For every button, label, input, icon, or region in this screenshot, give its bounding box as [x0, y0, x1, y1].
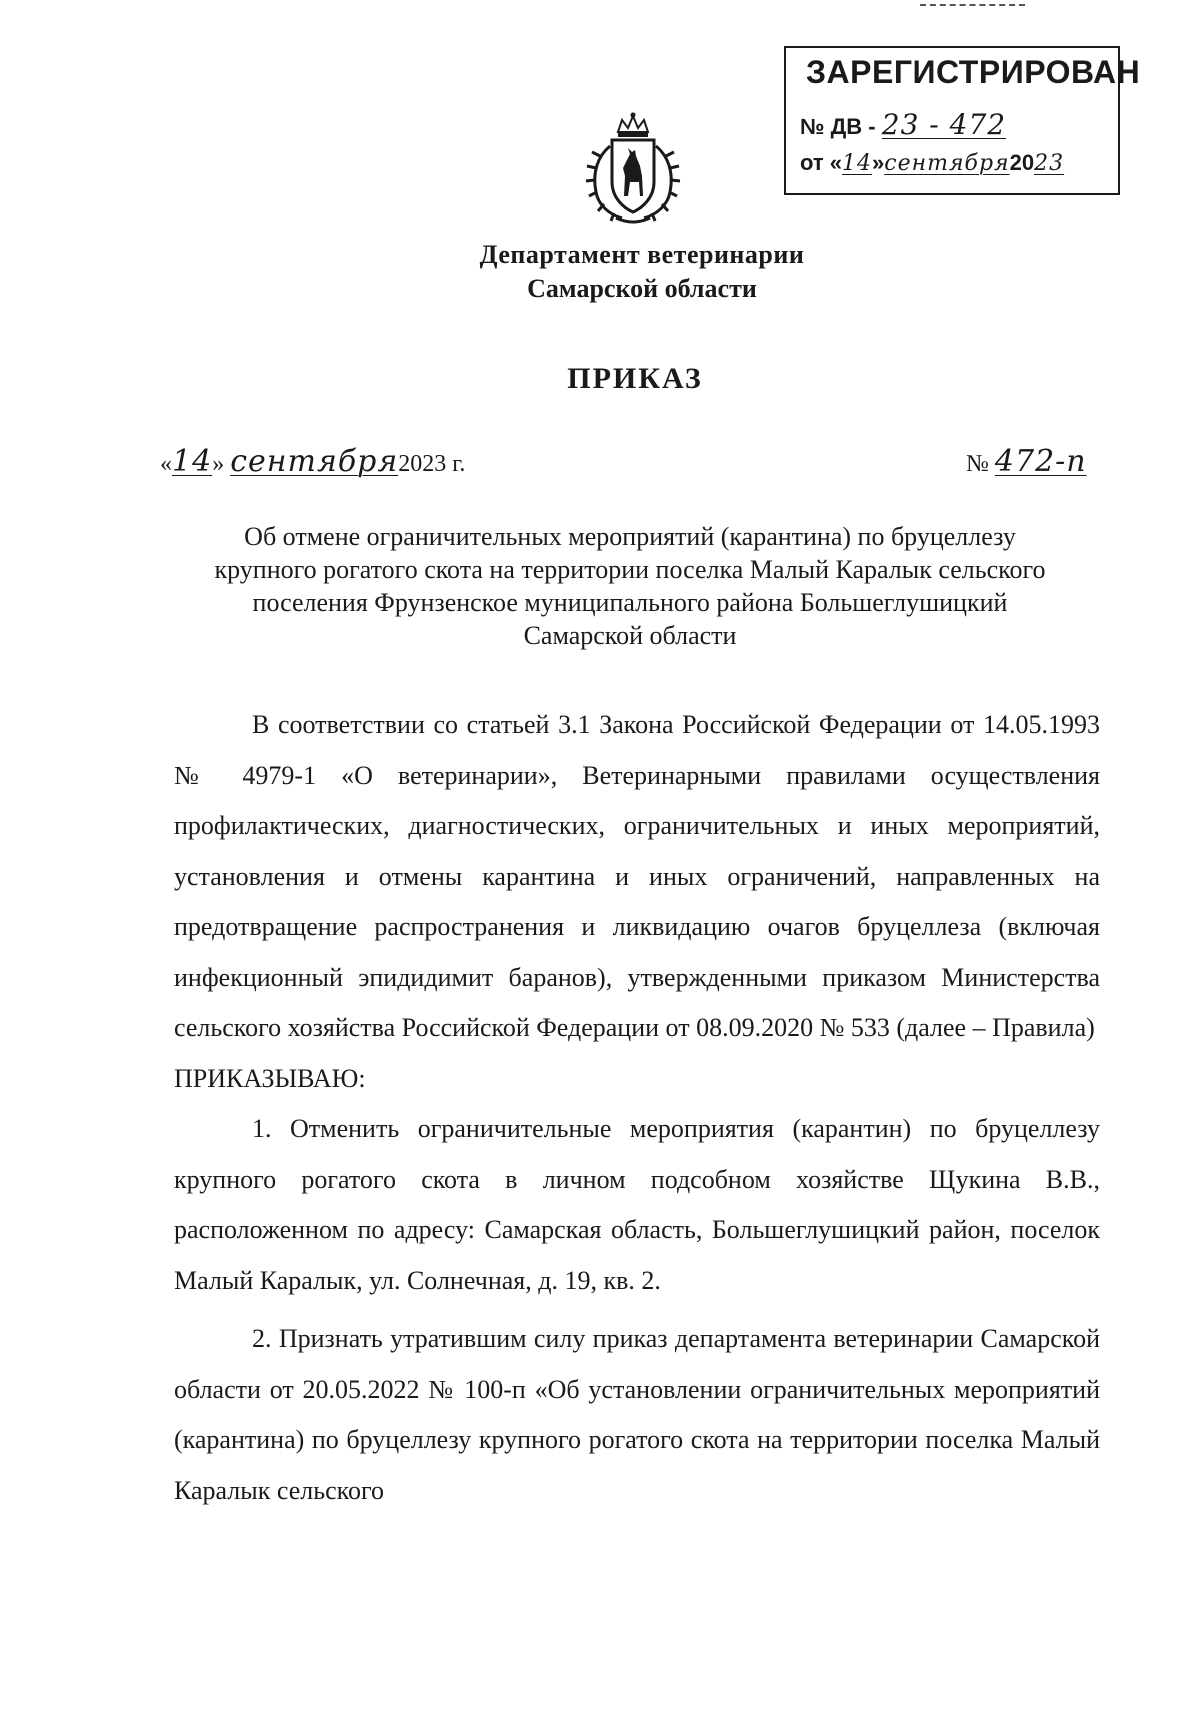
stamp-date-row	[800, 150, 1064, 176]
number-label: №	[966, 451, 989, 477]
stamp-number-value: 23 - 472	[881, 108, 1007, 141]
body-item-2: 2. Признать утратившим силу приказ департамента ветеринарии Самарской области от 20.05.2022 № 100-п «Об установлении ограничительных мероприятий (карантина) по бруцеллезу крупного рогатого скота на территории поселка Малый Каралык сельского	[174, 1324, 1100, 1505]
subject-line-3: поселения Фрунзенское муниципального района Большеглушицкий	[252, 588, 1008, 617]
subject-line-4: Самарской области	[523, 621, 737, 650]
body-item-1: 1. Отменить ограничительные мероприятия (карантин) по бруцеллезу крупного рогатого скота в личном подсобном хозяйстве Щукина В.В., расположенном по адресу: Самарская область, Большеглушицкий район, поселок Малый Каралык, ул. Солнечная, д. 19, кв. 2.	[174, 1114, 1100, 1295]
stamp-date-year-prefix: 20	[1009, 150, 1035, 175]
stamp-title: ЗАРЕГИСТРИРОВАН	[806, 54, 1141, 90]
document-date	[160, 444, 465, 479]
department-name-line2: Самарской области	[527, 274, 757, 303]
registration-stamp	[784, 46, 1141, 195]
stamp-date-prefix: от «	[800, 150, 843, 175]
samara-coat-of-arms-icon	[578, 110, 688, 230]
document-body	[174, 700, 1100, 1516]
document-type-title: ПРИКАЗ	[567, 362, 703, 395]
document-subject	[160, 520, 1100, 652]
document-number	[966, 444, 1087, 479]
stamp-date-year-suffix: 23	[1034, 151, 1065, 176]
date-year: 2023 г.	[398, 451, 466, 477]
body-order-word: ПРИКАЗЫВАЮ:	[174, 1063, 366, 1093]
subject-line-2: крупного рогатого скота на территории поселка Малый Каралык сельского	[214, 555, 1046, 584]
scan-edge-mark	[920, 0, 1025, 6]
department-name-line1: Департамент ветеринарии	[479, 240, 805, 269]
date-open-quote: «	[160, 451, 172, 477]
date-month: сентября	[230, 444, 399, 479]
date-close-quote: »	[212, 451, 225, 477]
stamp-date-day: 14	[842, 151, 873, 176]
stamp-date-mid: »	[872, 150, 885, 175]
subject-line-1: Об отмене ограничительных мероприятий (карантина) по бруцеллезу	[244, 522, 1016, 551]
stamp-number-row	[800, 108, 1006, 141]
date-day: 14	[172, 444, 213, 479]
body-preamble: В соответствии со статьей 3.1 Закона Российской Федерации от 14.05.1993 № 4979-1 «О ветеринарии», Ветеринарными правилами осуществления профилактических, диагностических, ограничительных и иных мероприятий, установления и отмены карантина и иных ограничений, направленных на предотвращение распространения и ликвидацию очагов бруцеллеза (включая инфекционный эпидидимит баранов), утвержденными приказом Министерства сельского хозяйства Российской Федерации от 08.09.2020 № 533 (далее – Правила)	[174, 710, 1100, 1042]
stamp-number-label: № ДВ -	[800, 114, 876, 139]
number-value: 472-п	[994, 444, 1087, 479]
stamp-date-month: сентября	[884, 151, 1010, 176]
